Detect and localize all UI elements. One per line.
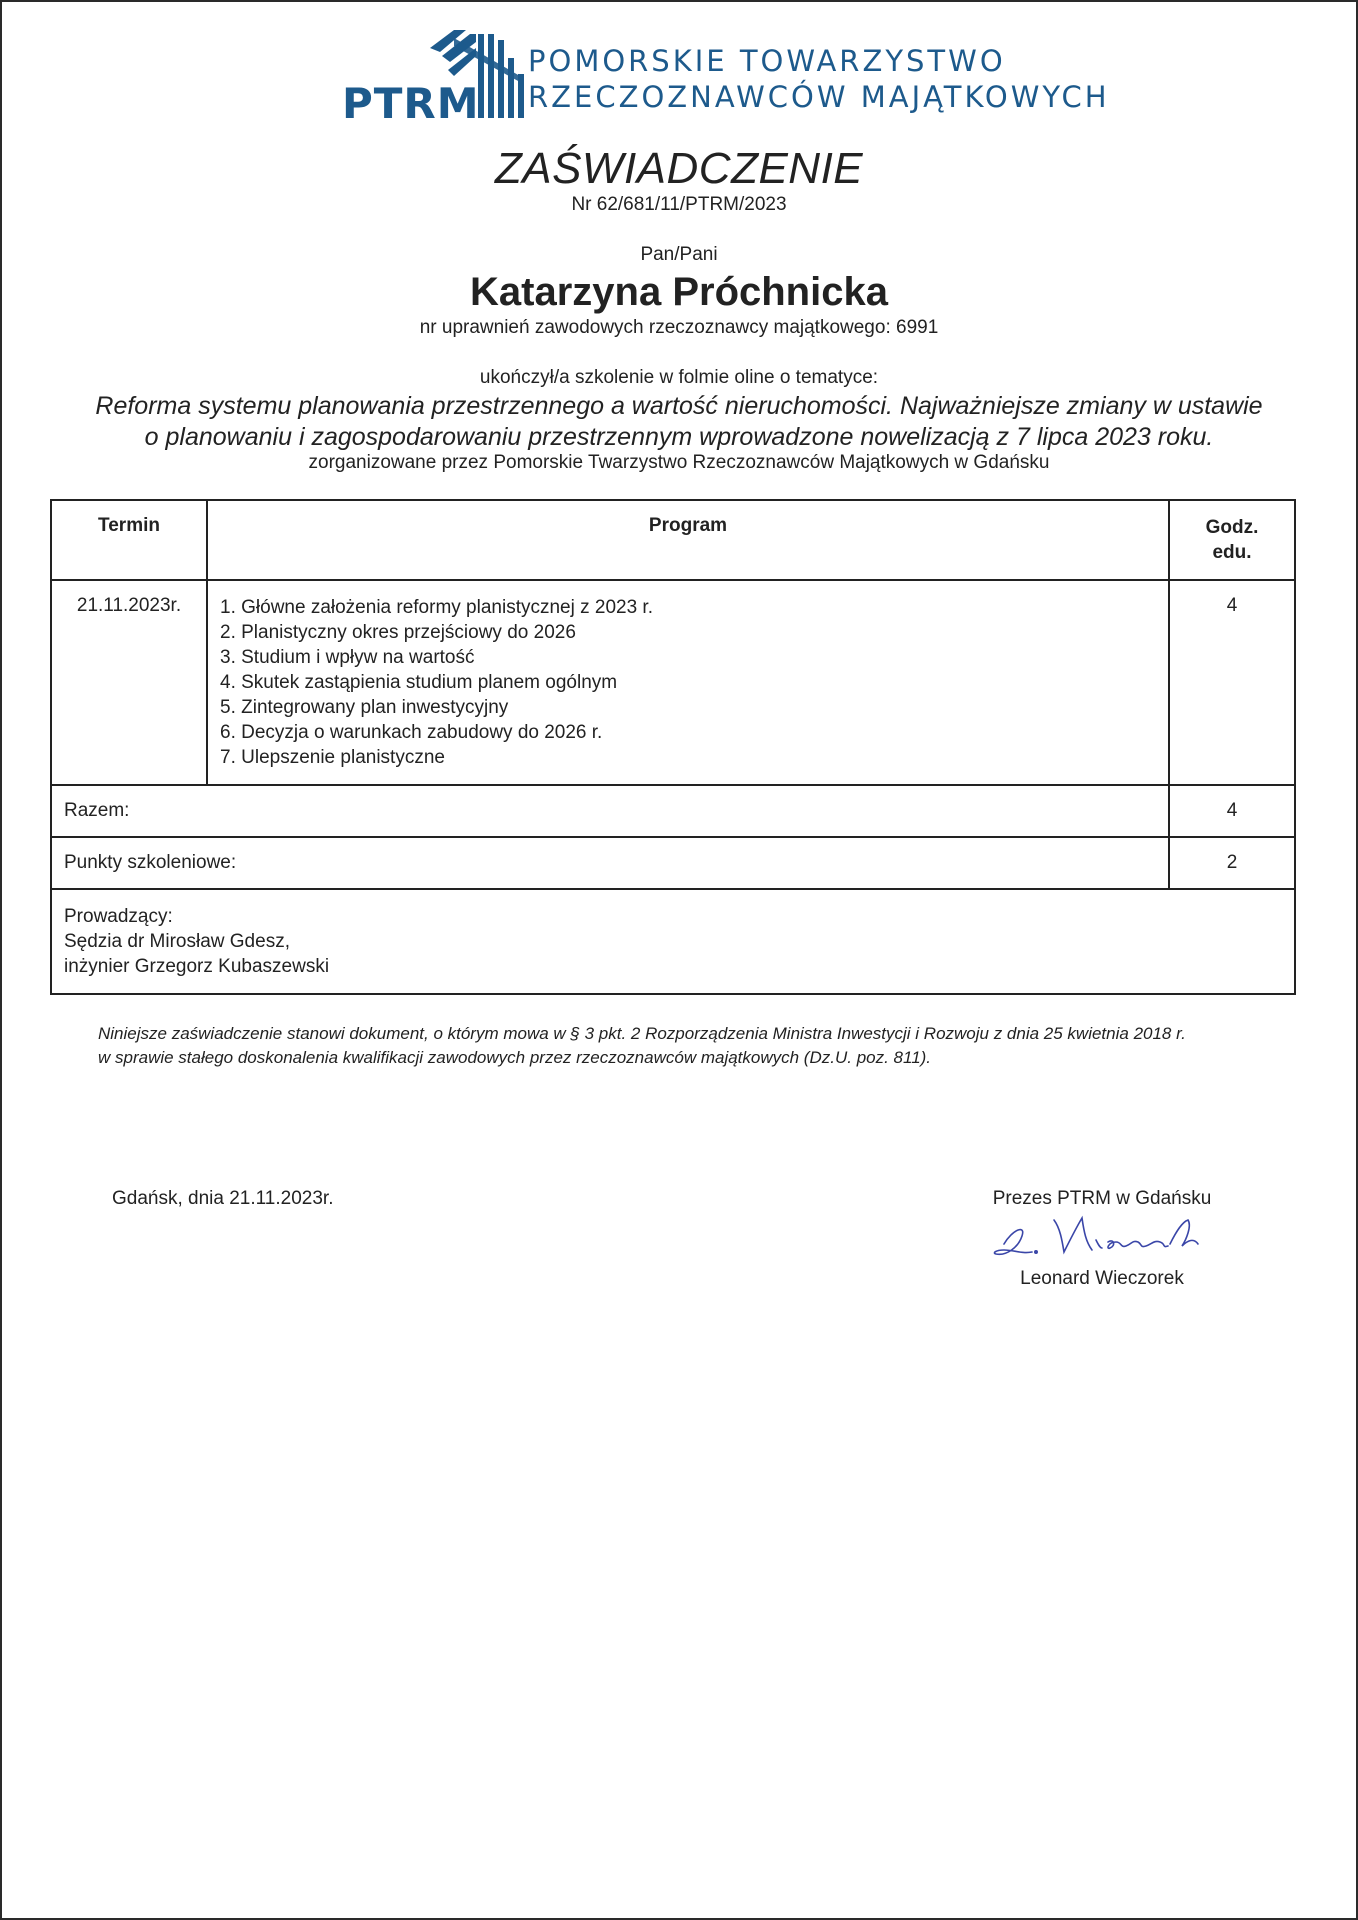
license-number: nr uprawnień zawodowych rzeczoznawcy majątkowego: 6991	[419, 317, 939, 338]
signer-role: Prezes PTRM w Gdańsku	[992, 1188, 1212, 1209]
legal-note-line2: w sprawie stałego doskonalenia kwalifikacji zawodowych przez rzeczoznawców majątkowych (Dz.U. poz. 811).	[98, 1048, 932, 1067]
points-value: 2	[1169, 837, 1295, 889]
legal-note-line1: Niniejsze zaświadczenie stanowi dokument, o którym mowa w § 3 pkt. 2 Rozporządzenia Ministra Inwestycji i Rozwoju z dnia 25 kwietnia 2018 r.	[98, 1024, 1186, 1043]
lecturers-label: Prowadzący:	[64, 906, 173, 927]
list-item: 2. Planistyczny okres przejściowy do 2026	[220, 622, 576, 643]
lecturers-row	[51, 889, 1295, 994]
handwritten-signature	[982, 1210, 1222, 1266]
total-row	[51, 785, 1295, 837]
lecturer-2: inżynier Grzegorz Kubaszewski	[64, 956, 330, 977]
ptrm-logo	[342, 30, 1110, 120]
signer-name: Leonard Wieczorek	[1020, 1268, 1184, 1289]
logo-name-line1: POMORSKIE TOWARZYSTWO	[528, 44, 1006, 78]
row-program	[207, 580, 1169, 785]
ptrm-logo-abbreviation: PTRM	[342, 79, 480, 120]
row-hours: 4	[1169, 580, 1295, 785]
row-date: 21.11.2023r.	[51, 580, 207, 785]
list-item: 1. Główne założenia reformy planistycznej z 2023 r.	[220, 597, 653, 618]
program-table	[50, 499, 1296, 995]
organizer: zorganizowane przez Pomorskie Twarzystwo Rzeczoznawców Majątkowych w Gdańsku	[308, 452, 1050, 473]
header-hours-line2: edu.	[1212, 542, 1252, 563]
legal-note	[98, 1022, 1298, 1070]
training-topic-line2: o planowaniu i zagospodarowaniu przestrzennym wprowadzone nowelizacją z 7 lipca 2023 roku.	[144, 423, 1214, 451]
header-program: Program	[207, 500, 1169, 580]
list-item: 5. Zintegrowany plan inwestycyjny	[220, 697, 509, 718]
points-label: Punkty szkoleniowe:	[51, 837, 1169, 889]
list-item: 6. Decyzja o warunkach zabudowy do 2026 r.	[220, 722, 603, 743]
total-label: Razem:	[51, 785, 1169, 837]
certificate-title: ZAŚWIADCZENIE	[494, 144, 864, 193]
header-hours	[1169, 500, 1295, 580]
signature-block	[942, 1188, 1262, 1290]
lecturer-1: Sędzia dr Mirosław Gdesz,	[64, 931, 290, 952]
completion-statement: ukończył/a szkolenie w folmie oline o tematyce:	[479, 367, 879, 388]
training-topic	[2, 391, 1356, 453]
salutation: Pan/Pani	[640, 244, 718, 265]
list-item: 4. Skutek zastąpienia studium planem ogólnym	[220, 672, 618, 693]
certificate-number: Nr 62/681/11/PTRM/2023	[571, 194, 787, 215]
lecturers-cell	[51, 889, 1295, 994]
ptrm-logo-mark	[342, 30, 532, 120]
header-hours-line1: Godz.	[1205, 517, 1259, 538]
table-header-row	[51, 500, 1295, 580]
list-item: 7. Ulepszenie planistyczne	[220, 747, 445, 768]
points-row	[51, 837, 1295, 889]
header-date: Termin	[51, 500, 207, 580]
recipient-name: Katarzyna Próchnicka	[470, 270, 888, 314]
list-item: 3. Studium i wpływ na wartość	[220, 647, 475, 668]
table-row	[51, 580, 1295, 785]
training-topic-line1: Reforma systemu planowania przestrzennego a wartość nieruchomości. Najważniejsze zmiany w ustawie	[95, 392, 1263, 420]
total-value: 4	[1169, 785, 1295, 837]
place-and-date: Gdańsk, dnia 21.11.2023r.	[112, 1188, 334, 1209]
logo-name-line2: RZECZOZNAWCÓW MAJĄTKOWYCH	[528, 80, 1110, 114]
